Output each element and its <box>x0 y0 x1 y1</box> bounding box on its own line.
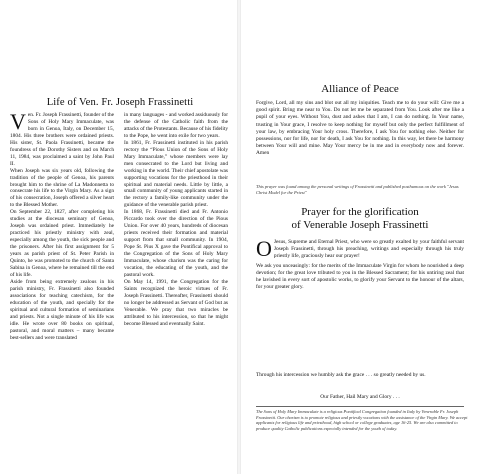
life-columns <box>10 109 228 462</box>
congregation-note <box>256 409 468 431</box>
prayer-title-line-2: of Venerable Joseph Frassinetti <box>291 219 429 231</box>
left-page <box>0 0 236 474</box>
prayer-paragraph: O Jesus, Supreme and Eternal Priest, who were so greatly exalted by your faithful servant Joseph Frassinetti, through his preaching, writings and especially through his truly priestly life, graciously hear our prayer! <box>256 236 464 261</box>
life-paragraph: Ven. Fr. Joseph Frassinetti, founder of the Sons of Holy Mary Immaculate, was born in Genoa, Italy, on December 15, 1804. His three brothers were ordained priests. His sister, St. Paola Frassinetti, became the foundress of the Dorothy Sisters and on March 11, 1984, was proclaimed a saint by John Paul II. <box>10 109 114 167</box>
life-paragraph: Aside from being extremely zealous in his parish ministry, Fr. Frassinetti also founded associations for teaching catechism, for the education of the youth, and specially for the spiritual and cultural formation of seminarians and priests. Not a single minute of his life was idle. He wrote over 80 books on spiritual, pastoral, and moral matters – many became best-sellers and were translated <box>10 278 114 341</box>
alliance-paragraph: Forgive, Lord, all my sins and blot out all my iniquities. Teach me to do your will: Give me a good spirit. Bring me near to You. Do not let me be separated from You. Look after me like a pupil of your eyes. Without You, dust and ashes that I am, I can do nothing. In Your name, trusting in Your grace, I resolve to keep nothing for myself but only the perfect fulfillment of your law, by embracing Your holy cross. Therefore, I ask You for nothing else. Neither for possessions, nor for life, nor for death, I ask You for nothing. In this way, let there be harmony between Your will and mine. May Your mercy be in me and in everybody now and forever. Amen <box>256 100 464 157</box>
divider <box>256 406 464 407</box>
alliance-note-text: This prayer was found among the personal writings of Frassinetti and published posthumous on the work "Jesus Christ Model for the Priest" <box>256 184 459 195</box>
prayer-title-line-1: Prayer for the glorification <box>301 206 419 218</box>
prayer-intercession: Through his intercession we humbly ask the grace . . . so greatly needed by us. <box>256 372 426 378</box>
prayer-title <box>242 206 478 232</box>
life-paragraph: On September 22, 1827, after completing his studies at the diocesan seminary of Genoa, Joseph was ordained priest. Immediately he practiced his priestly ministry with zeal, especially among the youth, the sick people and the prisoners. After his first assignment for 5 years as parish priest of St. Peter Parish in Quinto, he was promoted to the church of Santa Sabina in Genoa, where he remained till the end of his life. <box>10 209 114 278</box>
life-column-1 <box>10 109 114 341</box>
glorification-prayer <box>256 236 464 291</box>
page-gutter <box>237 0 241 474</box>
life-paragraph: On May 14, 1991, the Congregation for the Saints recognized the heroic virtues of Fr. Joseph Frassinetti. Thereafter, Frassinetti should no longer be addressed as Servant of God but as Venerable. We pray that two miracles be attributed to his intercession, so that he might become Blessed and eventually Saint. <box>124 278 228 327</box>
alliance-prayer <box>256 100 464 158</box>
prayer-closing: Our Father, Hail Mary and Glory . . . <box>320 394 400 400</box>
life-paragraph: In 1868, Fr. Frassinetti died and Fr. Antonio Piccardo took over the direction of the Pious Union. For over 40 years, hundreds of diocesan priests received their formation and material support from that small community. In 1904, Pope St. Pius X gave the Pontifical approval to the Congregation of the Sons of Holy Mary Immaculate, whose charism was the caring for vocation, the educating of the youth, and the pastoral work. <box>124 209 228 278</box>
prayer-drop-cap: O <box>256 236 272 261</box>
right-page <box>242 0 478 474</box>
life-title: Life of Ven. Fr. Joseph Frassinetti <box>46 97 194 108</box>
life-column-2 <box>124 112 228 328</box>
congregation-note-text: The Sons of Holy Mary Immaculate is a religious Pontifical Congregation founded in Italy by Venerable Fr. Joseph Frassinetti. Our charism is to promote religious and priestly vocations with the assistance of the Virgin Mary. We accept applicants for religious life and priesthood, high school or college graduates, age 16-25. We are also committed to produce quality Catholic publications especially intended for the youth of today. <box>256 409 468 431</box>
life-paragraph: When Joseph was six years old, following the tradition of the people of Genoa, his parents brought him to the shrine of La Madonnetta to consecrate his life to the Virgin Mary. As a sign of his consecration, Joseph offered a silver heart to the Blessed Mother. <box>10 167 114 209</box>
prayer-paragraph: We ask you unceasingly: for the merits of the Immaculate Virgin for whom he nourished a deep devotion; for the great love tributed to you in the Blessed Sacrament; for his untiring zeal that he lavished in every sort of apostolic works, to glorify your Servant to the honour of the altars, for your greater glory. <box>256 263 464 291</box>
life-paragraph: in many languages - and worked assiduously for the defense of the Catholic faith from the attacks of the Protestants. Because of his fidelity to the Pope, he went into exile for two years. <box>124 112 228 139</box>
life-paragraph: In 1861, Fr. Frassinetti instituted in his parish rectory the “Pious Union of the Sons of Holy Mary Immaculate,” whose members were lay men consecrated to the Lord but living and working in the world. Their chief apostolate was supporting vocations for the priesthood in their spiritual and material needs. Little by little, a small community of young applicants started in the rectory a family-like community under the guidance of the venerable parish priest. <box>124 139 228 209</box>
alliance-title: Alliance of Peace <box>321 83 399 95</box>
alliance-note <box>256 184 466 195</box>
drop-cap: V <box>10 109 26 134</box>
